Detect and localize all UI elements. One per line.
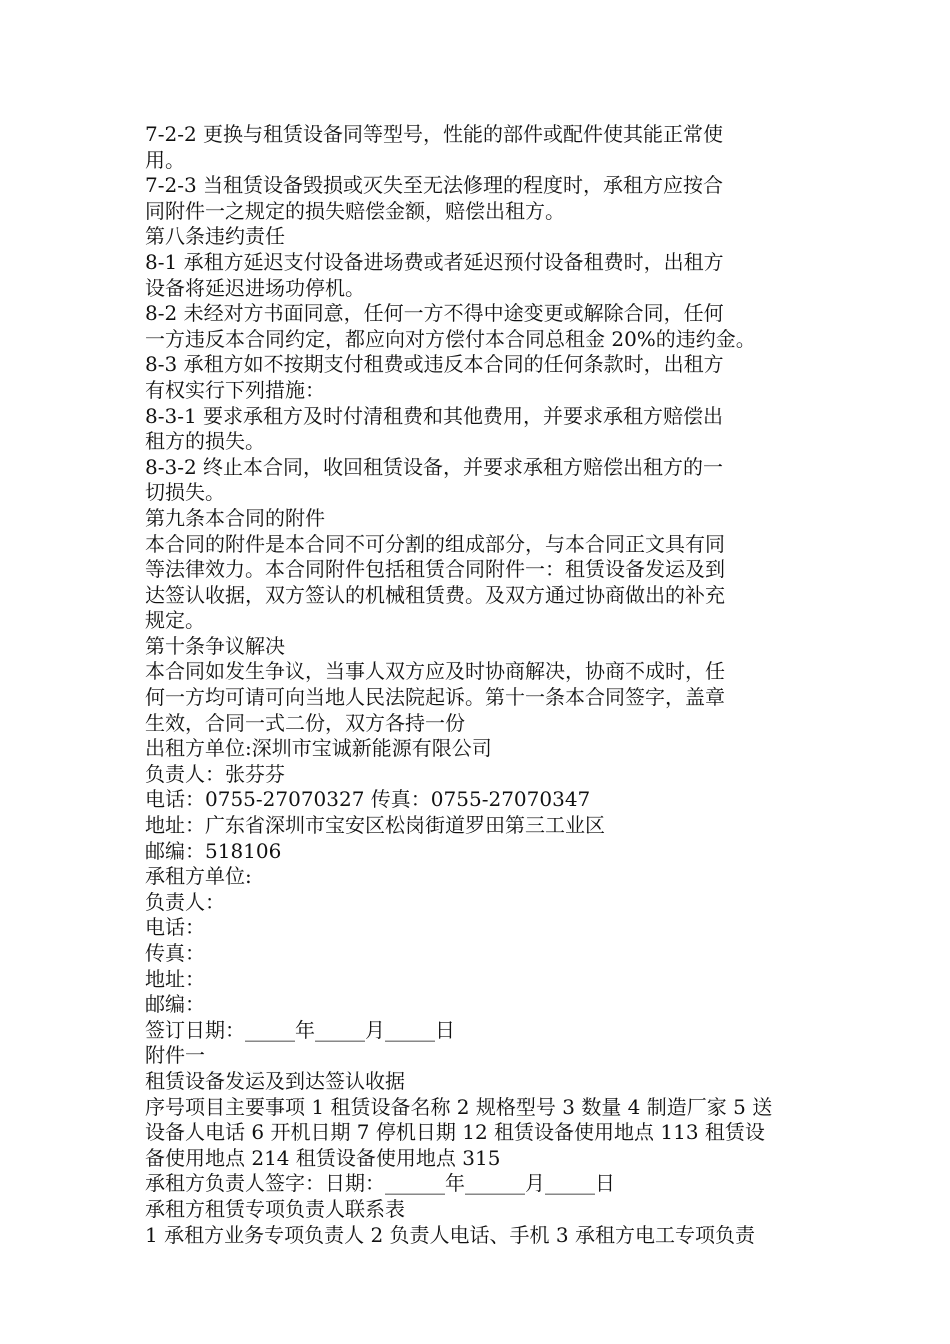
text-line: 设备人电话 6 开机日期 7 停机日期 12 租赁设备使用地点 113 租赁设 — [145, 1120, 765, 1145]
lessee-contact-person: 负责人： — [145, 889, 225, 914]
text-line: 序号项目主要事项 1 租赁设备名称 2 规格型号 3 数量 4 制造厂家 5 送 — [145, 1094, 773, 1119]
lessee-signature-date: 承租方负责人签字：日期：______年______月_____日 — [145, 1171, 615, 1196]
text-line: 8-1 承租方延迟支付设备进场费或者延迟预付设备租费时，出租方 — [145, 249, 724, 274]
lessee-address: 地址： — [145, 966, 205, 991]
text-line: 有权实行下列措施： — [145, 377, 325, 402]
appendix-heading: 附件一 — [145, 1043, 205, 1068]
lessee-postcode: 邮编： — [145, 992, 205, 1017]
text-line: 达签认收据，双方签认的机械租赁费。及双方通过协商做出的补充 — [145, 582, 725, 607]
text-line: 租方的损失。 — [145, 429, 265, 454]
document-body — [145, 122, 810, 1248]
section-heading: 第十条争议解决 — [145, 633, 285, 658]
lessor-contact-person: 负责人：张芬芬 — [145, 761, 285, 786]
lessor-phone-fax: 电话：0755-27070327 传真：0755-27070347 — [145, 787, 591, 812]
text-line: 1 承租方业务专项负责人 2 负责人电话、手机 3 承租方电工专项负责 — [145, 1222, 755, 1247]
text-line: 一方违反本合同约定，都应向对方偿付本合同总租金 20%的违约金。 — [145, 326, 756, 351]
text-line: 同附件一之规定的损失赔偿金额，赔偿出租方。 — [145, 198, 565, 223]
text-line: 8-3 承租方如不按期支付租费或违反本合同的任何条款时，出租方 — [145, 352, 724, 377]
section-heading: 第九条本合同的附件 — [145, 505, 325, 530]
text-line: 设备将延迟进场功停机。 — [145, 275, 365, 300]
lessor-postcode: 邮编：518106 — [145, 838, 282, 863]
text-line: 等法律效力。本合同附件包括租赁合同附件一：租赁设备发运及到 — [145, 557, 725, 582]
text-line: 用。 — [145, 147, 185, 172]
lessee-phone: 电话： — [145, 915, 205, 940]
text-line: 8-2 未经对方书面同意，任何一方不得中途变更或解除合同，任何 — [145, 301, 724, 326]
text-line: 本合同如发生争议，当事人双方应及时协商解决，协商不成时，任 — [145, 659, 725, 684]
appendix-title: 租赁设备发运及到达签认收据 — [145, 1068, 405, 1093]
text-line: 何一方均可请可向当地人民法院起诉。第十一条本合同签字，盖章 — [145, 685, 725, 710]
text-line: 规定。 — [145, 608, 205, 633]
section-heading: 第八条违约责任 — [145, 224, 285, 249]
lessee-fax: 传真： — [145, 941, 205, 965]
text-line: 8-3-2 终止本合同，收回租赁设备，并要求承租方赔偿出租方的一 — [145, 454, 724, 479]
text-line: 切损失。 — [145, 480, 225, 505]
contact-table-title: 承租方租赁专项负责人联系表 — [145, 1196, 405, 1221]
text-line: 7-2-3 当租赁设备毁损或灭失至无法修理的程度时，承租方应按合 — [145, 173, 724, 198]
lessor-unit: 出租方单位:深圳市宝诚新能源有限公司 — [145, 736, 492, 761]
text-line: 生效，合同一式二份，双方各持一份 — [145, 710, 465, 735]
text-line: 8-3-1 要求承租方及时付清租费和其他费用，并要求承租方赔偿出 — [145, 403, 724, 428]
text-line: 备使用地点 214 租赁设备使用地点 315 — [145, 1145, 501, 1170]
signing-date: 签订日期：_____年_____月_____日 — [145, 1017, 455, 1042]
text-line: 7-2-2 更换与租赁设备同等型号，性能的部件或配件使其能正常使 — [145, 122, 724, 146]
lessee-unit: 承租方单位: — [145, 864, 252, 889]
lessor-address: 地址：广东省深圳市宝安区松岗街道罗田第三工业区 — [145, 813, 605, 838]
text-line: 本合同的附件是本合同不可分割的组成部分，与本合同正文具有同 — [145, 531, 725, 556]
